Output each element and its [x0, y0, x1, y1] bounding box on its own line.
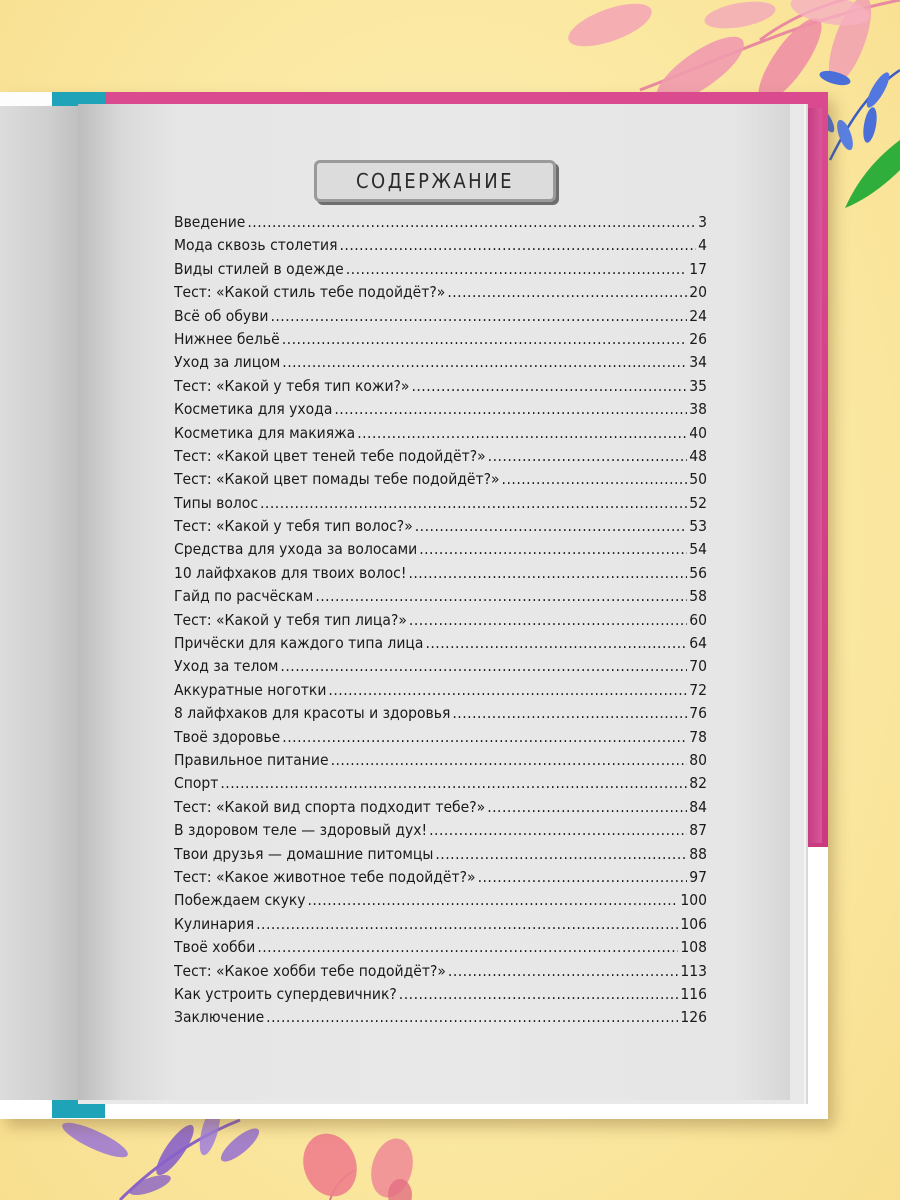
toc-entry-title: 8 лайфхаков для красоты и здоровья: [174, 704, 451, 723]
toc-leader-dots: [256, 913, 678, 936]
toc-entry-page: 50: [689, 470, 707, 489]
pink-tulip-decoration: [295, 1126, 419, 1200]
toc-leader-dots: [448, 960, 678, 983]
toc-entry: [174, 749, 707, 772]
toc-entry: [174, 702, 707, 725]
toc-entry-page: 56: [689, 563, 707, 582]
cover-white-strip: [0, 92, 52, 106]
toc-entry-title: Тест: «Какой цвет помады тебе подойдёт?»: [174, 470, 500, 489]
toc-entry-page: 116: [680, 984, 707, 1003]
toc-entry: [174, 843, 707, 866]
toc-leader-dots: [425, 632, 687, 655]
toc-leader-dots: [282, 328, 688, 351]
toc-entry: [174, 281, 707, 304]
toc-entry-page: 20: [689, 283, 707, 302]
toc-entry-title: Средства для ухода за волосами: [174, 540, 418, 559]
toc-entry-title: Причёски для каждого типа лица: [174, 634, 424, 653]
toc-entry-title: Твоё хобби: [174, 938, 256, 957]
toc-entry: [174, 258, 707, 281]
toc-entry: [174, 819, 707, 842]
toc-entry: [174, 679, 707, 702]
toc-entry-page: 60: [689, 610, 707, 629]
toc-entry: [174, 515, 707, 538]
toc-entry-title: Гайд по расчёскам: [174, 587, 314, 606]
contents-heading-plaque: [314, 160, 556, 202]
toc-entry-title: Мода сквозь столетия: [174, 236, 338, 255]
toc-entry-title: Кулинария: [174, 914, 255, 933]
toc-entry-page: 97: [689, 867, 707, 886]
toc-leader-dots: [339, 234, 696, 257]
toc-entry: [174, 796, 707, 819]
toc-leader-dots: [315, 585, 687, 608]
toc-entry-page: 76: [689, 704, 707, 723]
toc-leader-dots: [220, 772, 687, 795]
toc-entry: [174, 328, 707, 351]
toc-entry: [174, 351, 707, 374]
toc-entry-title: Всё об обуви: [174, 306, 269, 325]
toc-entry: [174, 305, 707, 328]
toc-entry-title: Тест: «Какое животное тебе подойдёт?»: [174, 867, 476, 886]
toc-entry-page: 72: [689, 680, 707, 699]
toc-entry-page: 78: [689, 727, 707, 746]
toc-entry: [174, 936, 707, 959]
toc-entry-page: 126: [680, 1008, 707, 1027]
toc-entry-page: 34: [689, 353, 707, 372]
toc-entry-title: Тест: «Какой у тебя тип кожи?»: [174, 376, 410, 395]
toc-leader-dots: [408, 562, 687, 585]
toc-entry: [174, 492, 707, 515]
binding-shadow: [0, 106, 80, 1100]
toc-entry: [174, 609, 707, 632]
toc-entry: [174, 445, 707, 468]
toc-entry-title: 10 лайфхаков для твоих волос!: [174, 563, 407, 582]
toc-entry-title: Тест: «Какое хобби тебе подойдёт?»: [174, 961, 446, 980]
toc-entry: [174, 538, 707, 561]
toc-entry-title: Косметика для ухода: [174, 400, 333, 419]
toc-entry: [174, 422, 707, 445]
toc-entry-page: 87: [689, 821, 707, 840]
contents-heading: СОДЕРЖАНИЕ: [355, 169, 515, 193]
toc-leader-dots: [399, 983, 679, 1006]
toc-leader-dots: [260, 492, 687, 515]
toc-entry-title: Введение: [174, 213, 246, 231]
toc-leader-dots: [346, 258, 688, 281]
toc-entry-title: Тест: «Какой вид спорта подходит тебе?»: [174, 797, 486, 816]
toc-entry: [174, 913, 707, 936]
toc-leader-dots: [411, 375, 687, 398]
toc-leader-dots: [334, 398, 687, 421]
toc-entry-title: Побеждаем скуку: [174, 891, 306, 910]
toc-entry-page: 84: [689, 797, 707, 816]
toc-leader-dots: [488, 445, 688, 468]
toc-entry-page: 26: [689, 329, 707, 348]
toc-entry-title: Аккуратные ноготки: [174, 680, 327, 699]
toc-entry-page: 82: [689, 774, 707, 793]
toc-entry-page: 106: [680, 914, 707, 933]
toc-entry-title: Уход за телом: [174, 657, 279, 676]
toc-entry-title: Уход за лицом: [174, 353, 281, 372]
toc-leader-dots: [429, 819, 687, 842]
toc-leader-dots: [280, 655, 687, 678]
toc-entry: [174, 211, 707, 234]
toc-entry-title: Виды стилей в одежде: [174, 259, 344, 278]
toc-entry-page: 58: [689, 587, 707, 606]
toc-leader-dots: [478, 866, 688, 889]
toc-entry: [174, 772, 707, 795]
toc-entry: [174, 866, 707, 889]
toc-entry: [174, 960, 707, 983]
toc-entry-page: 48: [689, 446, 707, 465]
toc-entry-page: 4: [698, 236, 707, 255]
toc-leader-dots: [357, 422, 687, 445]
toc-entry: [174, 726, 707, 749]
toc-entry-title: Тест: «Какой стиль тебе подойдёт?»: [174, 283, 446, 302]
toc-leader-dots: [415, 515, 688, 538]
toc-leader-dots: [331, 749, 688, 772]
toc-entry-page: 70: [689, 657, 707, 676]
toc-entry: [174, 1006, 707, 1029]
toc-entry-page: 52: [689, 493, 707, 512]
toc-entry-page: 108: [680, 938, 707, 957]
toc-entry-title: В здоровом теле — здоровый дух!: [174, 821, 428, 840]
toc-entry-title: Правильное питание: [174, 750, 329, 769]
toc-entry-title: Косметика для макияжа: [174, 423, 356, 442]
toc-leader-dots: [487, 796, 687, 819]
toc-entry-title: Твоё здоровье: [174, 727, 281, 746]
toc-entry: [174, 234, 707, 257]
toc-leader-dots: [435, 843, 687, 866]
toc-entry-title: Тест: «Какой цвет теней тебе подойдёт?»: [174, 446, 486, 465]
green-leaf-decoration: [845, 140, 900, 208]
toc-entry-page: 64: [689, 634, 707, 653]
toc-leader-dots: [502, 468, 688, 491]
toc-entry-page: 53: [689, 517, 707, 536]
toc-entry-page: 24: [689, 306, 707, 325]
toc-entry-title: Типы волос: [174, 493, 258, 512]
toc-leader-dots: [282, 726, 687, 749]
toc-leader-dots: [447, 281, 687, 304]
toc-entry-page: 40: [689, 423, 707, 442]
toc-leader-dots: [266, 1006, 678, 1029]
toc-entry-page: 35: [689, 376, 707, 395]
toc-leader-dots: [247, 211, 696, 234]
toc-entry: [174, 468, 707, 491]
toc-entry-title: Твои друзья — домашние питомцы: [174, 844, 434, 863]
toc-entry-page: 113: [680, 961, 707, 980]
toc-entry-title: Нижнее бельё: [174, 329, 280, 348]
toc-leader-dots: [282, 351, 687, 374]
toc-entry-page: 54: [689, 540, 707, 559]
toc-entry: [174, 983, 707, 1006]
toc-leader-dots: [328, 679, 687, 702]
toc-entry-title: Тест: «Какой у тебя тип лица?»: [174, 610, 407, 629]
toc-leader-dots: [257, 936, 678, 959]
toc-leader-dots: [270, 305, 687, 328]
toc-entry: [174, 562, 707, 585]
toc-leader-dots: [308, 889, 679, 912]
toc-entry: [174, 375, 707, 398]
toc-entry-title: Заключение: [174, 1008, 265, 1027]
toc-entry: [174, 585, 707, 608]
toc-entry: [174, 655, 707, 678]
toc-entry-page: 3: [698, 213, 707, 231]
table-of-contents: [174, 211, 707, 1030]
toc-leader-dots: [409, 609, 687, 632]
toc-entry-page: 17: [689, 259, 707, 278]
toc-entry: [174, 632, 707, 655]
toc-entry-title: Спорт: [174, 774, 219, 793]
toc-entry-page: 38: [689, 400, 707, 419]
toc-entry-page: 88: [689, 844, 707, 863]
toc-entry-title: Как устроить супердевичник?: [174, 984, 397, 1003]
toc-entry-page: 80: [689, 750, 707, 769]
toc-entry: [174, 889, 707, 912]
toc-leader-dots: [452, 702, 687, 725]
toc-entry: [174, 398, 707, 421]
toc-entry-title: Тест: «Какой у тебя тип волос?»: [174, 517, 413, 536]
toc-leader-dots: [419, 538, 687, 561]
toc-entry-page: 100: [680, 891, 707, 910]
